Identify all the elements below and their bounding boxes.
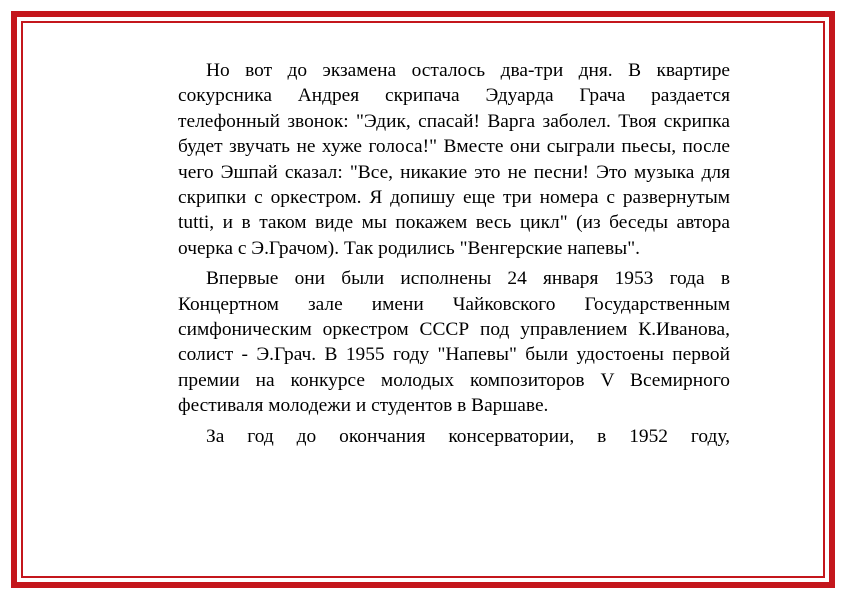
- paragraph-2: Впервые они были исполнены 24 января 1953 года в Концертном зале имени Чайковского Государственным симфоническим оркестром СССР под управлением К.Иванова, солист - Э.Грач. В 1955 году "Напевы" были удостоены первой премии на конкурсе молодых композиторов V Всемирного фестиваля молодежи и студентов в Варшаве.: [178, 268, 730, 417]
- document-body: [178, 58, 730, 454]
- paragraph-1: Но вот до экзамена осталось два-три дня. В квартире сокурсника Андрея скрипача Эдуарда Грача раздается телефонный звонок: "Эдик, спасай! Варга заболел. Твоя скрипка будет звучать не хуже голоса!" Вместе они сыграли пьесы, после чего Эшпай сказал: "Все, никакие это не песни! Это музыка для скрипки с оркестром. Я допишу еще три номера с развернутым tutti, и в таком виде мы покажем весь цикл" (из беседы автора очерка с Э.Грачом). Так родились "Венгерские напевы".: [178, 60, 730, 259]
- paragraph-3: За год до окончания консерватории, в 1952 году,: [206, 425, 730, 447]
